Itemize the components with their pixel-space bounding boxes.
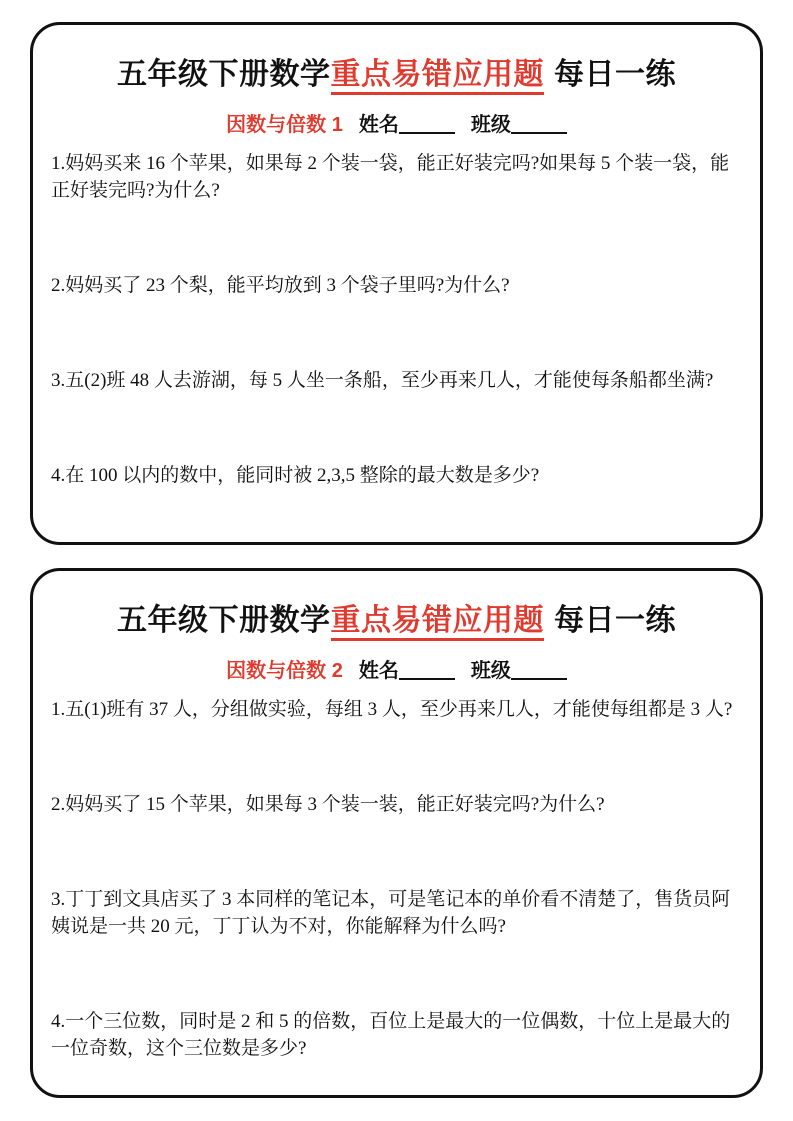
- question-text: 1.五(1)班有 37 人，分组做实验，每组 3 人，至少再来几人，才能使每组都是 3 人?: [51, 699, 733, 721]
- title-black-left: 五年级下册数学: [117, 604, 331, 638]
- question-text: 2.妈妈买了 15 个苹果，如果每 3 个装一装，能正好装完吗?为什么?: [51, 794, 605, 816]
- title-red-underlined: 重点易错应用题: [331, 604, 545, 641]
- topic-label: 因数与倍数 1: [226, 114, 343, 137]
- question-text: 1.妈妈买来 16 个苹果，如果每 2 个装一袋，能正好装完吗?如果每 5 个装一袋，能正好装完吗?为什么?: [51, 153, 730, 202]
- name-blank-field: [399, 128, 455, 134]
- question-list: [49, 150, 744, 489]
- title-red-underlined: 重点易错应用题: [331, 58, 545, 95]
- worksheet-title: [49, 603, 744, 639]
- topic-label: 因数与倍数 2: [226, 660, 343, 683]
- question-text: 3.五(2)班 48 人去游湖，每 5 人坐一条船，至少再来几人，才能使每条船都坐满?: [51, 370, 714, 392]
- name-blank-field: [399, 674, 455, 680]
- title-black-right: 每日一练: [554, 604, 676, 638]
- question-text: 3.丁丁到文具店买了 3 本同样的笔记本，可是笔记本的单价看不清楚了，售货员阿姨说是一共 20 元，丁丁认为不对，你能解释为什么吗?: [51, 889, 731, 938]
- question-text: 4.在 100 以内的数中，能同时被 2,3,5 整除的最大数是多少?: [51, 465, 540, 487]
- question-text: 2.妈妈买了 23 个梨，能平均放到 3 个袋子里吗?为什么?: [51, 275, 510, 297]
- worksheet-subtitle: [49, 113, 744, 137]
- worksheet-panel-1: [30, 22, 763, 545]
- worksheet-subtitle: [49, 659, 744, 683]
- name-label: 姓名: [358, 660, 399, 683]
- name-label: 姓名: [358, 114, 399, 137]
- worksheet-title: [49, 57, 744, 93]
- class-label: 班级: [470, 660, 511, 683]
- title-black-left: 五年级下册数学: [117, 58, 331, 92]
- question-text: 4.一个三位数，同时是 2 和 5 的倍数，百位上是最大的一位偶数，十位上是最大的一位奇数，这个三位数是多少?: [51, 1011, 731, 1060]
- class-blank-field: [511, 674, 567, 680]
- worksheet-panel-2: [30, 568, 763, 1098]
- class-label: 班级: [470, 114, 511, 137]
- class-blank-field: [511, 128, 567, 134]
- title-black-right: 每日一练: [554, 58, 676, 92]
- question-list: [49, 696, 744, 1062]
